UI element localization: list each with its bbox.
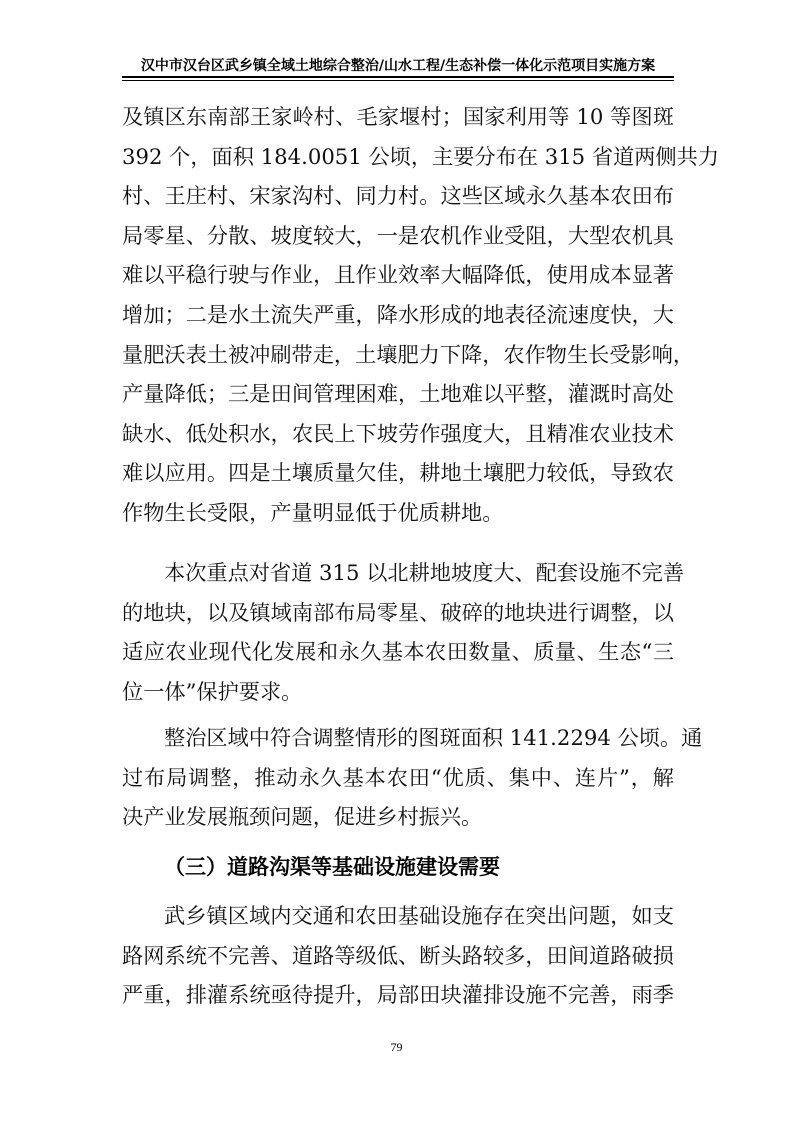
header-rule-thick (122, 76, 674, 78)
text-line: 严重，排灌系统亟待提升，局部田块灌排设施不完善，雨季 (122, 982, 674, 1008)
text-line: 的地块，以及镇域南部布局零星、破碎的地块进行调整，以 (122, 599, 674, 625)
text-line: 本次重点对省道 315 以北耕地坡度大、配套设施不完善 (164, 560, 685, 585)
text-line: 及镇区东南部王家岭村、毛家堰村；国家利用等 10 等图斑 (122, 104, 674, 129)
text-line: 武乡镇区域内交通和农田基础设施存在突出问题，如支 (164, 903, 674, 928)
text-line: 量肥沃表土被冲刷带走，土壤肥力下降，农作物生长受影响， (122, 341, 695, 367)
text-line: 难以应用。四是土壤质量欠佳，耕地土壤肥力较低，导致农 (122, 460, 674, 486)
text-line: 位一体”保护要求。 (122, 678, 303, 704)
text-line: 作物生长受限，产量明显低于优质耕地。 (122, 499, 504, 525)
text-line: 路网系统不完善、道路等级低、断头路较多，田间道路破损 (122, 942, 674, 968)
paragraph-2 (122, 553, 685, 711)
text-line: 392 个，面积 184.0051 公顷，主要分布在 315 省道两侧共力 (122, 143, 720, 169)
text-line: 决产业发展瓶颈问题，促进乡村振兴。 (122, 804, 483, 830)
text-line: 缺水、低处积水，农民上下坡劳作强度大，且精准农业技术 (122, 420, 674, 446)
text-line: 整治区域中符合调整情形的图斑面积 141.2294 公顷。通 (164, 725, 703, 750)
header-rule-thin (122, 80, 674, 81)
text-line: 增加；二是水土流失严重，降水形成的地表径流速度快，大 (122, 301, 674, 327)
paragraph-3 (122, 718, 703, 837)
running-header: 汉中市汉台区武乡镇全域土地综合整治/山水工程/生态补偿一体化示范项目实施方案 (140, 58, 656, 74)
paragraph-1 (122, 97, 720, 533)
text-line: 村、王庄村、宋家沟村、同力村。这些区域永久基本农田布 (122, 183, 674, 209)
paragraph-4 (122, 896, 674, 1015)
text-line: 难以平稳行驶与作业，且作业效率大幅降低，使用成本显著 (122, 262, 674, 288)
text-line: 过布局调整，推动永久基本农田“优质、集中、连片”，解 (122, 764, 674, 790)
text-line: 局零星、分散、坡度较大，一是农机作业受阻，大型农机具 (122, 222, 674, 248)
text-line: 适应农业现代化发展和永久基本农田数量、质量、生态“三 (122, 639, 674, 665)
text-line: 产量降低；三是田间管理困难，土地难以平整，灌溉时高处 (122, 381, 674, 407)
section-heading: （三）道路沟渠等基础设施建设需要 (164, 855, 500, 879)
page-number: 79 (390, 1040, 403, 1054)
